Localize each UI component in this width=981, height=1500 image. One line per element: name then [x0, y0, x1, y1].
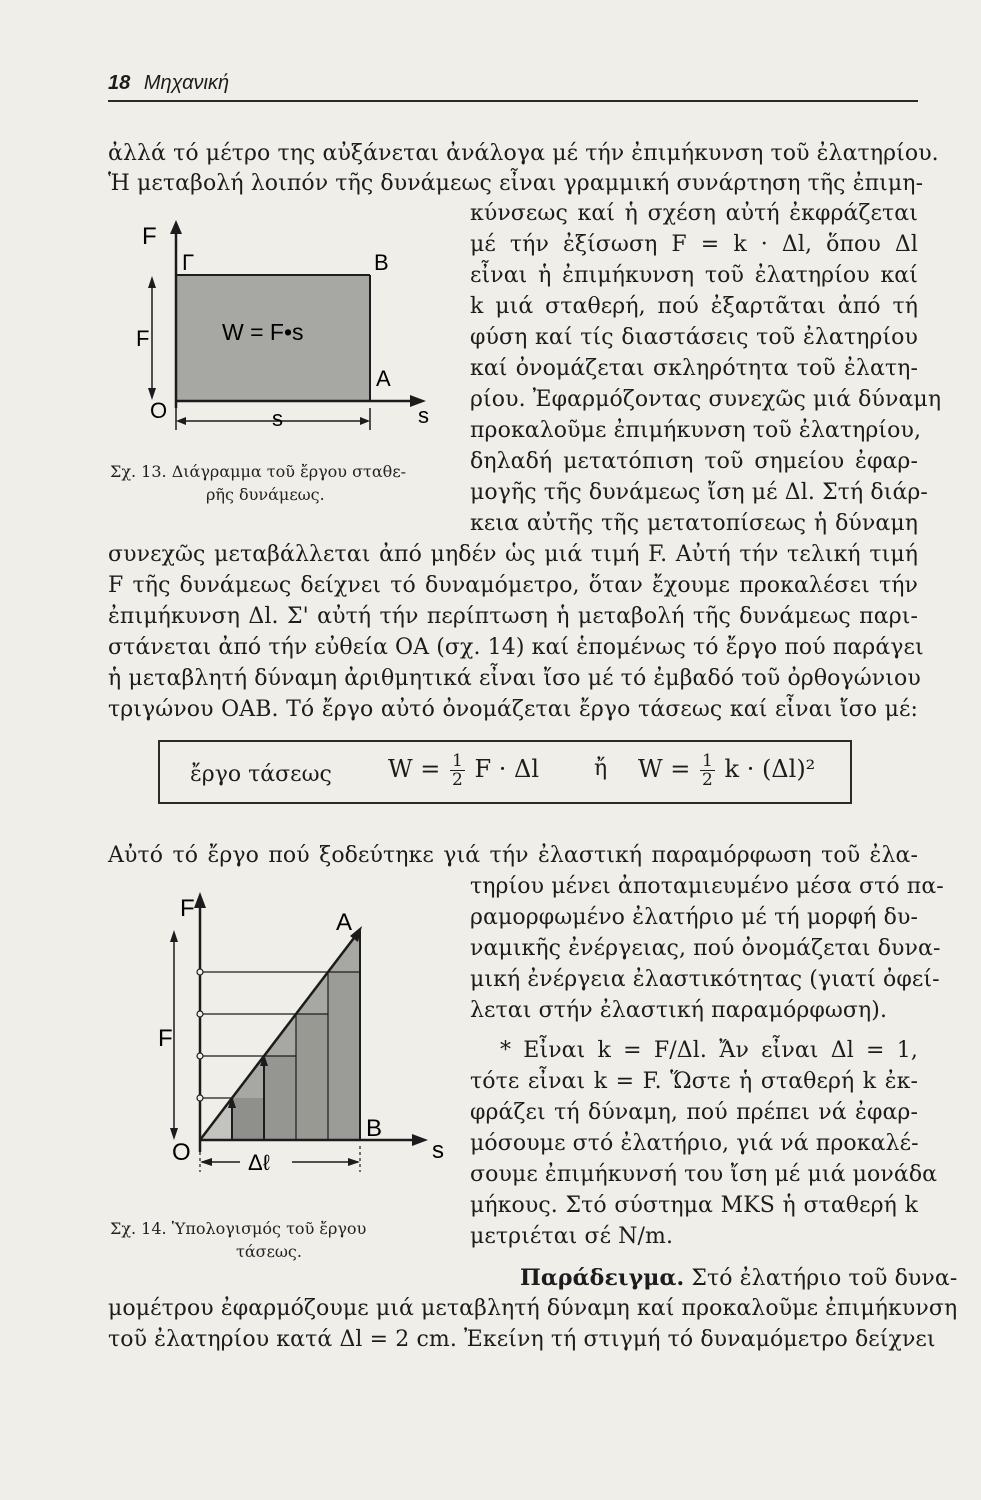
- label-s-mid: s: [272, 406, 283, 431]
- label-O: O: [172, 1139, 191, 1166]
- label-s-axis: s: [418, 403, 429, 428]
- text-line: ἐπιμήκυνση Δl. Σ' αὐτή τήν περίπτωση ἡ μεταβολή τῆς δυνάμεως παρι-: [108, 604, 918, 629]
- tick-dot: [197, 1095, 203, 1101]
- s-dimension-arrow-left: [176, 417, 186, 425]
- text-line: μήκους. Στό σύστημα MKS ἡ σταθερή k: [470, 1193, 918, 1218]
- example-title: Παράδειγμα.: [520, 1265, 685, 1291]
- s-dimension-arrow-right: [360, 417, 370, 425]
- example-first-text: Στό ἐλατήριο τοῦ δυνα-: [691, 1266, 958, 1291]
- force-axis-arrow: [170, 220, 182, 234]
- formula-2-right: k · (Δl)²: [724, 755, 816, 783]
- text-line: ἀλλά τό μέτρο της αὐξάνεται ἀνάλογα μέ τήν ἐπιμήκυνση τοῦ ἐλατηρίου.: [108, 141, 939, 166]
- dl-dimension-arrow-left: [200, 1158, 212, 1166]
- label-F-top: F: [180, 895, 195, 922]
- text-line: ρίου. Ἐφαρμόζοντας συνεχῶς μιά δύναμη: [470, 387, 942, 412]
- text-line: μετριέται σέ N/m.: [470, 1224, 674, 1249]
- label-s: s: [432, 1137, 444, 1164]
- formula-or: ἤ: [594, 756, 608, 781]
- text-line: μέ τήν ἐξίσωση F = k · Δl, ὅπου Δl: [470, 232, 918, 257]
- figure-13-caption-line2: ρῆς δυνάμεως.: [206, 485, 325, 504]
- label-Gamma: Γ: [182, 250, 195, 275]
- tick-dot: [197, 969, 203, 975]
- fraction-one-half: $\frac{1}{2}$: [452, 751, 463, 790]
- text-line: καί ὀνομάζεται σκληρότητα τοῦ ἐλατη-: [470, 356, 918, 381]
- step-4: [296, 1014, 328, 1140]
- text-line: μογῆς τῆς δυνάμεως ἴση μέ Δl. Στή διάρ-: [470, 480, 928, 505]
- header-rule: [108, 100, 918, 102]
- text-line: ἡ μεταβλητή δύναμη ἀριθμητικά εἶναι ἴσο μέ τό ἐμβαδό τοῦ ὀρθογώνιου: [108, 666, 921, 691]
- label-O: O: [150, 398, 168, 423]
- text-line: φράζει τή δύναμη, πού πρέπει νά ἐφαρ-: [470, 1100, 918, 1125]
- page-header: [108, 72, 918, 95]
- text-line: k μιά σταθερή, πού ἐξαρτᾶται ἀπό τή: [470, 294, 918, 319]
- force-dimension-arrow-up: [170, 930, 178, 942]
- label-F-side: F: [136, 326, 150, 351]
- text-line: ραμορφωμένο ἐλατήριο μέ τή μορφή δυ-: [470, 905, 918, 930]
- text-line: εἶναι ἡ ἐπιμήκυνση τοῦ ἐλατηρίου καί: [470, 263, 918, 288]
- tick-dot: [197, 1053, 203, 1059]
- text-line: συνεχῶς μεταβάλλεται ἀπό μηδέν ὡς μιά τιμή F. Αὐτή τήν τελική τιμή: [108, 542, 918, 567]
- step-5: [328, 972, 360, 1140]
- text-line: τότε εἶναι k = F. Ὥστε ἡ σταθερή k ἐκ-: [470, 1069, 918, 1094]
- text-line: τοῦ ἐλατηρίου κατά Δl = 2 cm. Ἐκείνη τή στιγμή τό δυναμόμετρο δείχνει: [108, 1327, 936, 1352]
- figure-13-diagram: [130, 218, 440, 443]
- formula-2-left: W =: [638, 755, 691, 783]
- label-B: B: [374, 250, 389, 275]
- label-A: A: [336, 909, 353, 936]
- formula-work-force: [388, 752, 539, 789]
- label-F-top: F: [142, 223, 157, 250]
- step-2: [232, 1098, 264, 1140]
- fraction-one-half: $\frac{1}{2}$: [702, 751, 713, 790]
- force-dimension-arrow-up: [148, 276, 156, 288]
- label-B: B: [366, 1115, 383, 1142]
- figure-14-caption-line1: Σχ. 14. Ὑπολογισμός τοῦ ἔργου: [110, 1219, 367, 1238]
- label-A: A: [376, 366, 391, 391]
- label-F-side: F: [158, 1025, 173, 1052]
- example-first-line: [520, 1264, 958, 1293]
- formula-1-left: W =: [388, 755, 441, 783]
- tick-dot: [197, 1011, 203, 1017]
- text-line: δηλαδή μετατόπιση τοῦ σημείου ἐφαρ-: [470, 449, 918, 474]
- text-line: ναμικῆς ἐνέργειας, πού ὀνομάζεται δυνα-: [470, 936, 941, 961]
- text-line: προκαλοῦμε ἐπιμήκυνση τοῦ ἐλατηρίου,: [470, 418, 922, 443]
- running-title: Μηχανική: [143, 72, 230, 94]
- page-number: 18: [108, 72, 131, 94]
- text-line: κύνσεως καί ἡ σχέση αὐτή ἐκφράζεται: [470, 201, 918, 226]
- text-line: * Εἶναι k = F/Δl. Ἄν εἶναι Δl = 1,: [500, 1038, 918, 1063]
- text-line: F τῆς δυνάμεως δείχνει τό δυναμόμετρο, ὅταν ἔχουμε προκαλέσει τήν: [108, 573, 918, 598]
- text-line: Αὐτό τό ἔργο πού ξοδεύτηκε γιά τήν ἐλαστική παραμόρφωση τοῦ ἐλα-: [108, 843, 918, 868]
- formula-1-right: F · Δl: [474, 755, 540, 783]
- text-line: τριγώνου ΟΑΒ. Τό ἔργο αὐτό ὀνομάζεται ἔργο τάσεως καί εἶναι ἴσο μέ:: [108, 697, 918, 722]
- text-line: Ἡ μεταβολή λοιπόν τῆς δυνάμεως εἶναι γραμμική συνάρτηση τῆς ἐπιμη-: [108, 171, 924, 196]
- text-line: τηρίου μένει ἀποταμιευμένο μέσα στό πα-: [470, 874, 944, 899]
- label-area: W = F•s: [222, 319, 304, 345]
- text-line: φύση καί τίς διαστάσεις τοῦ ἐλατηρίου: [470, 325, 918, 350]
- figure-13-caption-line1: Σχ. 13. Διάγραμμα τοῦ ἔργου σταθε-: [110, 462, 407, 481]
- text-line: μική ἐνέργεια ἐλαστικότητας (γιατί ὀφεί-: [470, 967, 940, 992]
- formula-label: ἔργο τάσεως: [190, 762, 332, 787]
- label-dl: Δℓ: [248, 1150, 270, 1175]
- force-axis-arrow: [194, 892, 206, 908]
- text-line: μομέτρου ἐφαρμόζουμε μιά μεταβλητή δύναμη καί προκαλοῦμε ἐπιμήκυνση: [108, 1296, 958, 1321]
- displacement-axis-arrow: [412, 1134, 428, 1146]
- figure-14-diagram: [150, 890, 460, 1190]
- formula-box: [158, 740, 852, 804]
- text-line: λεται στήν ἐλαστική παραμόρφωση).: [470, 998, 888, 1023]
- formula-work-k: [638, 752, 815, 789]
- text-line: μόσουμε στό ἐλατήριο, γιά νά προκαλέ-: [470, 1131, 919, 1156]
- figure-14-caption-line2: τάσεως.: [236, 1242, 302, 1261]
- text-line: σουμε ἐπιμήκυνσή του ἴση μέ μιά μονάδα: [470, 1162, 938, 1187]
- text-line: κεια αὐτῆς τῆς μετατοπίσεως ἡ δύναμη: [470, 511, 918, 536]
- dl-dimension-arrow-right: [348, 1158, 360, 1166]
- text-line: στάνεται ἀπό τήν εὐθεία ΟΑ (σχ. 14) καί ἑπομένως τό ἔργο πού παράγει: [108, 635, 924, 660]
- step-3: [264, 1056, 296, 1140]
